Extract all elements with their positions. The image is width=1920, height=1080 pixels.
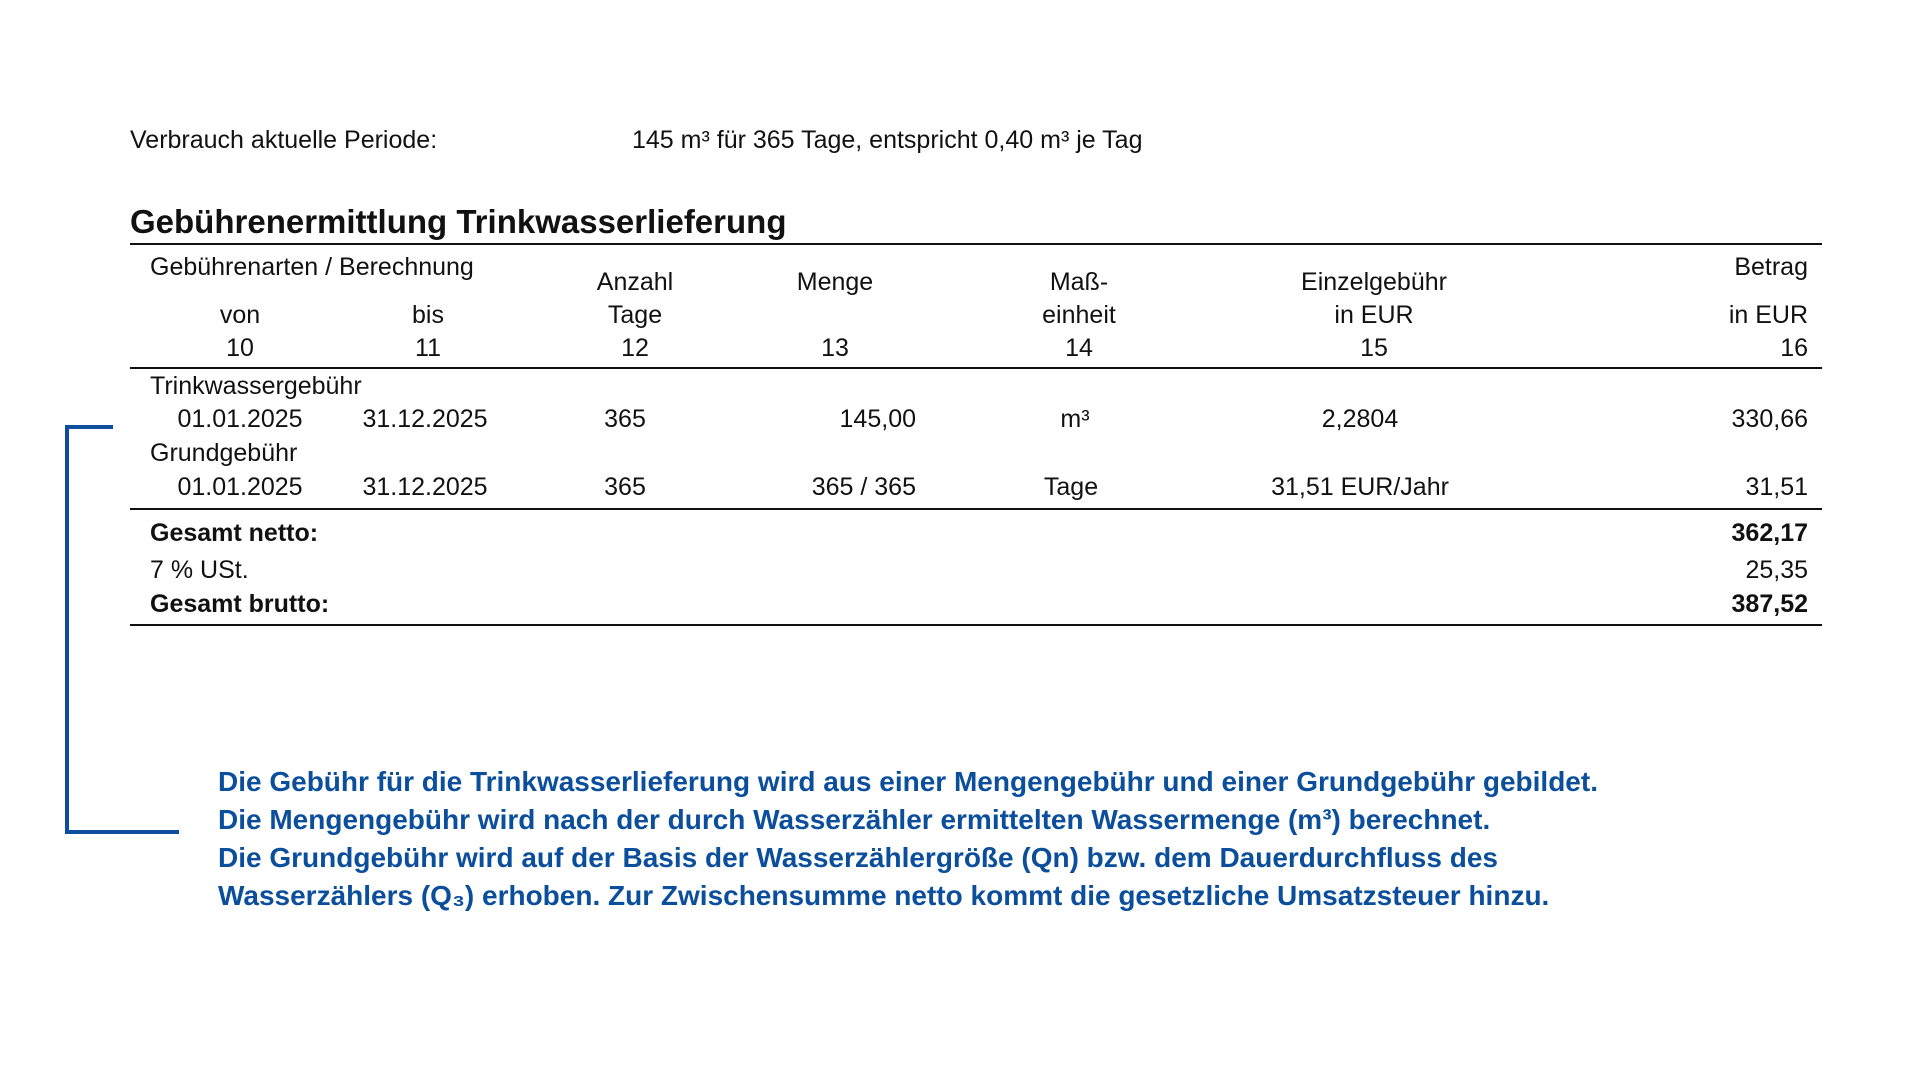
section-title: Gebührenermittlung Trinkwasserlieferung	[130, 203, 787, 240]
total-netto-value: 362,17	[1731, 519, 1808, 547]
header-bis: bis	[412, 301, 444, 329]
row-name: Trinkwassergebühr	[150, 372, 362, 400]
consumption-value: 145 m³ für 365 Tage, entspricht 0,40 m³ je Tag	[632, 126, 1143, 154]
divider-bottom	[130, 624, 1822, 626]
row-name: Grundgebühr	[150, 439, 298, 467]
header-betrag-1: Betrag	[1734, 253, 1808, 281]
total-brutto-label: Gesamt brutto:	[150, 590, 330, 618]
divider-top	[130, 243, 1822, 245]
col-number-14: 14	[1065, 334, 1093, 362]
row-von: 01.01.2025	[177, 405, 303, 433]
annotation-line-4: Wasserzählers (Q₃) erhoben. Zur Zwischensumme netto kommt die gesetzliche Umsatzsteuer hinzu.	[218, 880, 1550, 911]
col-number-12: 12	[621, 334, 649, 362]
divider-header	[130, 367, 1822, 369]
row-einheit: Tage	[1043, 473, 1099, 501]
header-einzel-1: Einzelgebühr	[1301, 268, 1447, 296]
annotation-line-3: Die Grundgebühr wird auf der Basis der Wasserzählergröße (Qn) bzw. dem Dauerdurchfluss des	[218, 842, 1498, 873]
col-number-10: 10	[226, 334, 254, 362]
row-betrag: 31,51	[1745, 473, 1808, 501]
row-menge: 145,00	[839, 405, 916, 433]
annotation-line-2: Die Mengengebühr wird nach der durch Wasserzähler ermittelten Wassermenge (m³) berechnet.	[218, 804, 1491, 835]
header-gebuehrenarten: Gebührenarten / Berechnung	[150, 253, 474, 281]
header-mass: Maß-	[1049, 268, 1109, 296]
row-einheit: m³	[1060, 405, 1090, 433]
col-number-15: 15	[1360, 334, 1388, 362]
total-netto-label: Gesamt netto:	[150, 519, 319, 547]
col-number-13: 13	[821, 334, 849, 362]
annotation-line-1: Die Gebühr für die Trinkwasserlieferung wird aus einer Mengengebühr und einer Grundgebühr gebildet.	[218, 766, 1598, 797]
ust-label: 7 % USt.	[150, 556, 249, 584]
row-bis: 31.12.2025	[362, 473, 488, 501]
row-tage: 365	[604, 473, 646, 501]
header-von: von	[219, 301, 261, 329]
row-einzel: 31,51 EUR/Jahr	[1271, 473, 1449, 501]
row-menge: 365 / 365	[811, 473, 916, 501]
header-tage: Tage	[607, 301, 663, 329]
row-bis: 31.12.2025	[362, 405, 488, 433]
row-von: 01.01.2025	[177, 473, 303, 501]
row-betrag: 330,66	[1731, 405, 1808, 433]
header-menge: Menge	[796, 268, 874, 296]
bracket-top	[65, 425, 113, 429]
total-brutto-value: 387,52	[1731, 590, 1808, 618]
bracket-bottom	[65, 830, 179, 834]
consumption-label: Verbrauch aktuelle Periode:	[130, 126, 438, 154]
col-number-11: 11	[415, 334, 441, 362]
row-einzel: 2,2804	[1321, 405, 1399, 433]
divider-rows	[130, 508, 1822, 510]
row-tage: 365	[604, 405, 646, 433]
header-einzel-2: in EUR	[1334, 301, 1414, 329]
ust-value: 25,35	[1745, 556, 1808, 584]
header-betrag-2: in EUR	[1728, 301, 1808, 329]
header-einheit: einheit	[1042, 301, 1116, 329]
bracket-vertical	[65, 425, 69, 834]
section-title-wrap	[130, 202, 786, 242]
col-number-16: 16	[1780, 334, 1808, 362]
header-anzahl: Anzahl	[596, 268, 674, 296]
